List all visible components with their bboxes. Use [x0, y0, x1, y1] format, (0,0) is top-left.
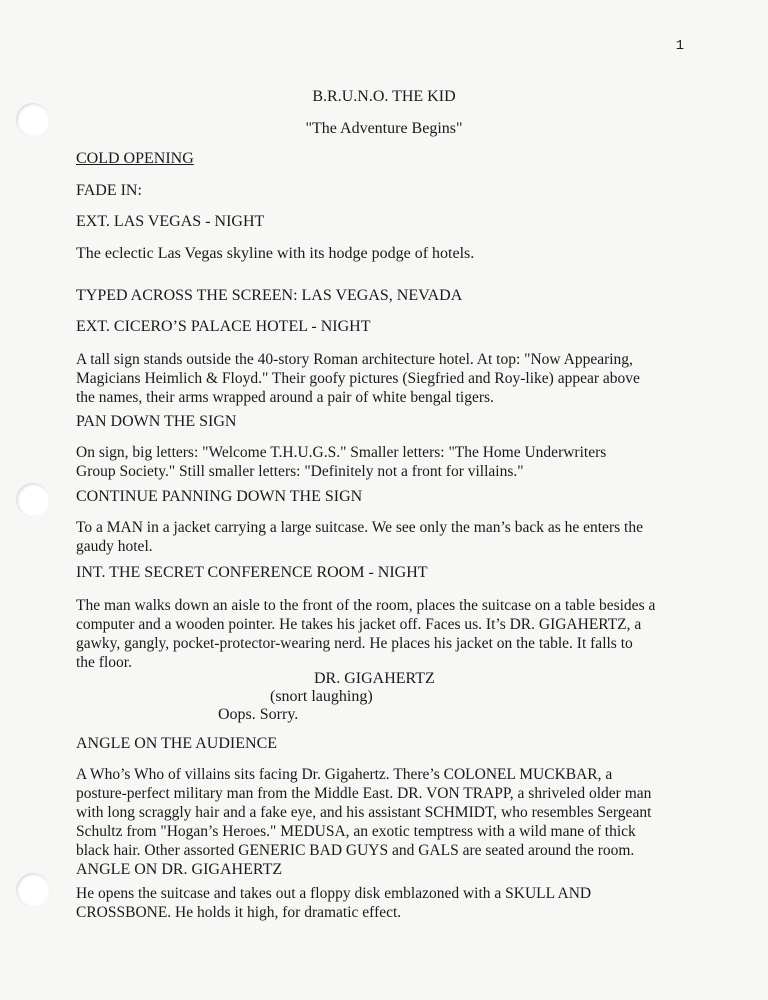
action-line: the names, their arms wrapped around a pair of white bengal tigers.: [76, 389, 494, 406]
action-paragraph: [76, 765, 696, 860]
action-text: The eclectic Las Vegas skyline with its hodge podge of hotels.: [76, 245, 475, 262]
action-line: To a MAN in a jacket carrying a large suitcase. We see only the man’s back as he enters the: [76, 519, 643, 536]
action-line: He opens the suitcase and takes out a floppy disk emblazoned with a SKULL AND: [76, 885, 592, 902]
script-title: B.R.U.N.O. THE KID: [312, 88, 456, 105]
camera-direction: ANGLE ON THE AUDIENCE: [76, 735, 278, 752]
episode-subtitle: "The Adventure Begins": [305, 120, 463, 137]
dialogue-line: Oops. Sorry.: [218, 706, 299, 723]
cold-opening-heading: COLD OPENING: [76, 150, 194, 167]
action-line: CROSSBONE. He holds it high, for dramatic effect.: [76, 904, 402, 921]
action-line: A tall sign stands outside the 40-story Roman architecture hotel. At top: "Now Appearing,: [76, 351, 633, 368]
action-line: gaudy hotel.: [76, 538, 153, 555]
action-line: gawky, gangly, pocket-protector-wearing nerd. He places his jacket on the table. It falls to: [76, 635, 633, 652]
punch-hole: [16, 873, 50, 907]
action-line: computer and a wooden pointer. He takes his jacket off. Faces us. It’s DR. GIGAHERTZ, a: [76, 616, 642, 633]
parenthetical: (snort laughing): [270, 688, 373, 705]
action-line: Magicians Heimlich & Floyd." Their goofy pictures (Siegfried and Roy-like) appear above: [76, 370, 640, 387]
scene-heading: EXT. CICERO’S PALACE HOTEL - NIGHT: [76, 318, 371, 335]
action-line: the floor.: [76, 654, 132, 671]
action-line: The man walks down an aisle to the front of the room, places the suitcase on a table besides a: [76, 597, 656, 614]
action-line: Group Society." Still smaller letters: "Definitely not a front for villains.": [76, 463, 524, 480]
action-line: with long scraggly hair and a fake eye, and his assistant SCHMIDT, who resembles Sergeant: [76, 804, 652, 821]
camera-direction: CONTINUE PANNING DOWN THE SIGN: [76, 488, 363, 505]
scene-heading: EXT. LAS VEGAS - NIGHT: [76, 213, 265, 230]
action-line: A Who’s Who of villains sits facing Dr. Gigahertz. There’s COLONEL MUCKBAR, a: [76, 766, 613, 783]
action-line: On sign, big letters: "Welcome T.H.U.G.S." Smaller letters: "The Home Underwriters: [76, 444, 607, 461]
action-line: Schultz from "Hogan’s Heroes." MEDUSA, an exotic temptress with a wild mane of thick: [76, 823, 636, 840]
camera-direction: ANGLE ON DR. GIGAHERTZ: [76, 861, 283, 878]
punch-hole: [16, 483, 50, 517]
action-paragraph: [76, 884, 696, 922]
action-paragraph: [76, 596, 696, 672]
action-paragraph: [76, 518, 696, 556]
action-line: black hair. Other assorted GENERIC BAD GUYS and GALS are seated around the room.: [76, 842, 635, 859]
typed-across-direction: TYPED ACROSS THE SCREEN: LAS VEGAS, NEVADA: [76, 287, 463, 304]
character-name: DR. GIGAHERTZ: [314, 670, 435, 687]
action-paragraph: [76, 443, 696, 481]
action-paragraph: [76, 350, 696, 407]
camera-direction: PAN DOWN THE SIGN: [76, 413, 237, 430]
page-number: 1: [675, 38, 684, 54]
action-line: posture-perfect military man from the Middle East. DR. VON TRAPP, a shriveled older man: [76, 785, 652, 802]
fade-in-transition: FADE IN:: [76, 182, 142, 199]
scene-heading: INT. THE SECRET CONFERENCE ROOM - NIGHT: [76, 564, 428, 581]
